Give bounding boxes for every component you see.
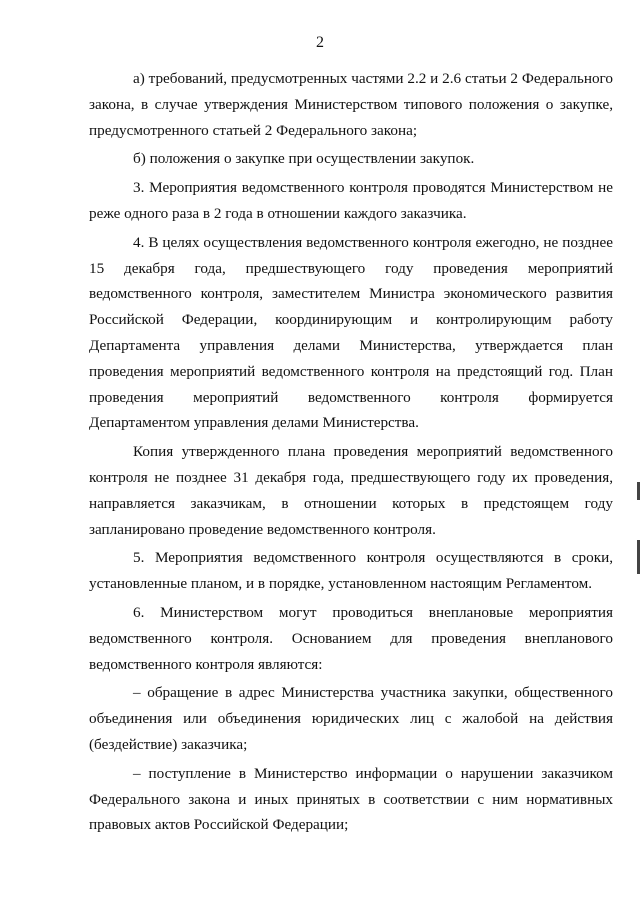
paragraph-6-bullet-2: – поступление в Министерство информации о нарушении заказчиком Федерального закона и иных принятых в соответствии с ним нормативных правовых актов Российской Федерации;: [89, 764, 613, 834]
paragraph-item-a: а) требований, предусмотренных частями 2.2 и 2.6 статьи 2 Федерального закона, в случае утверждения Министерством типового положения о закупке, предусмотренного статьей 2 Федерального закона;: [89, 70, 613, 139]
paragraph-item-b: б) положения о закупке при осуществлении закупок.: [133, 150, 475, 168]
paragraph-5: 5. Мероприятия ведомственного контроля осуществляются в сроки, установленные планом, и в порядке, установленном настоящим Регламентом.: [89, 549, 613, 593]
paragraph-3: 3. Мероприятия ведомственного контроля проводятся Министерством не реже одного раза в 2 года в отношении каждого заказчика.: [89, 179, 613, 222]
paragraph-6: 6. Министерством могут проводиться внеплановые мероприятия ведомственного контроля. Основанием для проведения внепланового ведомственного контроля являются:: [89, 603, 613, 673]
paragraph-4: 4. В целях осуществления ведомственного контроля ежегодно, не позднее 15 декабря года, предшествующего году проведения мероприятий ведомственного контроля, заместителем Министра экономического развития Российской Федерации, координирующим и контролирующим работу Департамента управления делами Министерства, утверждается план проведения мероприятий ведомственного контроля на предстоящий год. План проведения мероприятий ведомственного контроля формируется Департаментом управления делами Министерства.: [89, 233, 613, 432]
document-body: [89, 66, 613, 841]
paragraph-6-bullet-1: – обращение в адрес Министерства участника закупки, общественного объединения или объединения юридических лиц с жалобой на действия (бездействие) заказчика;: [89, 684, 613, 753]
paragraph-4-copy: Копия утвержденного плана проведения мероприятий ведомственного контроля не позднее 31 декабря года, предшествующего году их проведения, направляется заказчикам, в отношении которых в предстоящем году запланировано проведение ведомственного контроля.: [89, 443, 613, 538]
page-number: 2: [316, 34, 324, 51]
